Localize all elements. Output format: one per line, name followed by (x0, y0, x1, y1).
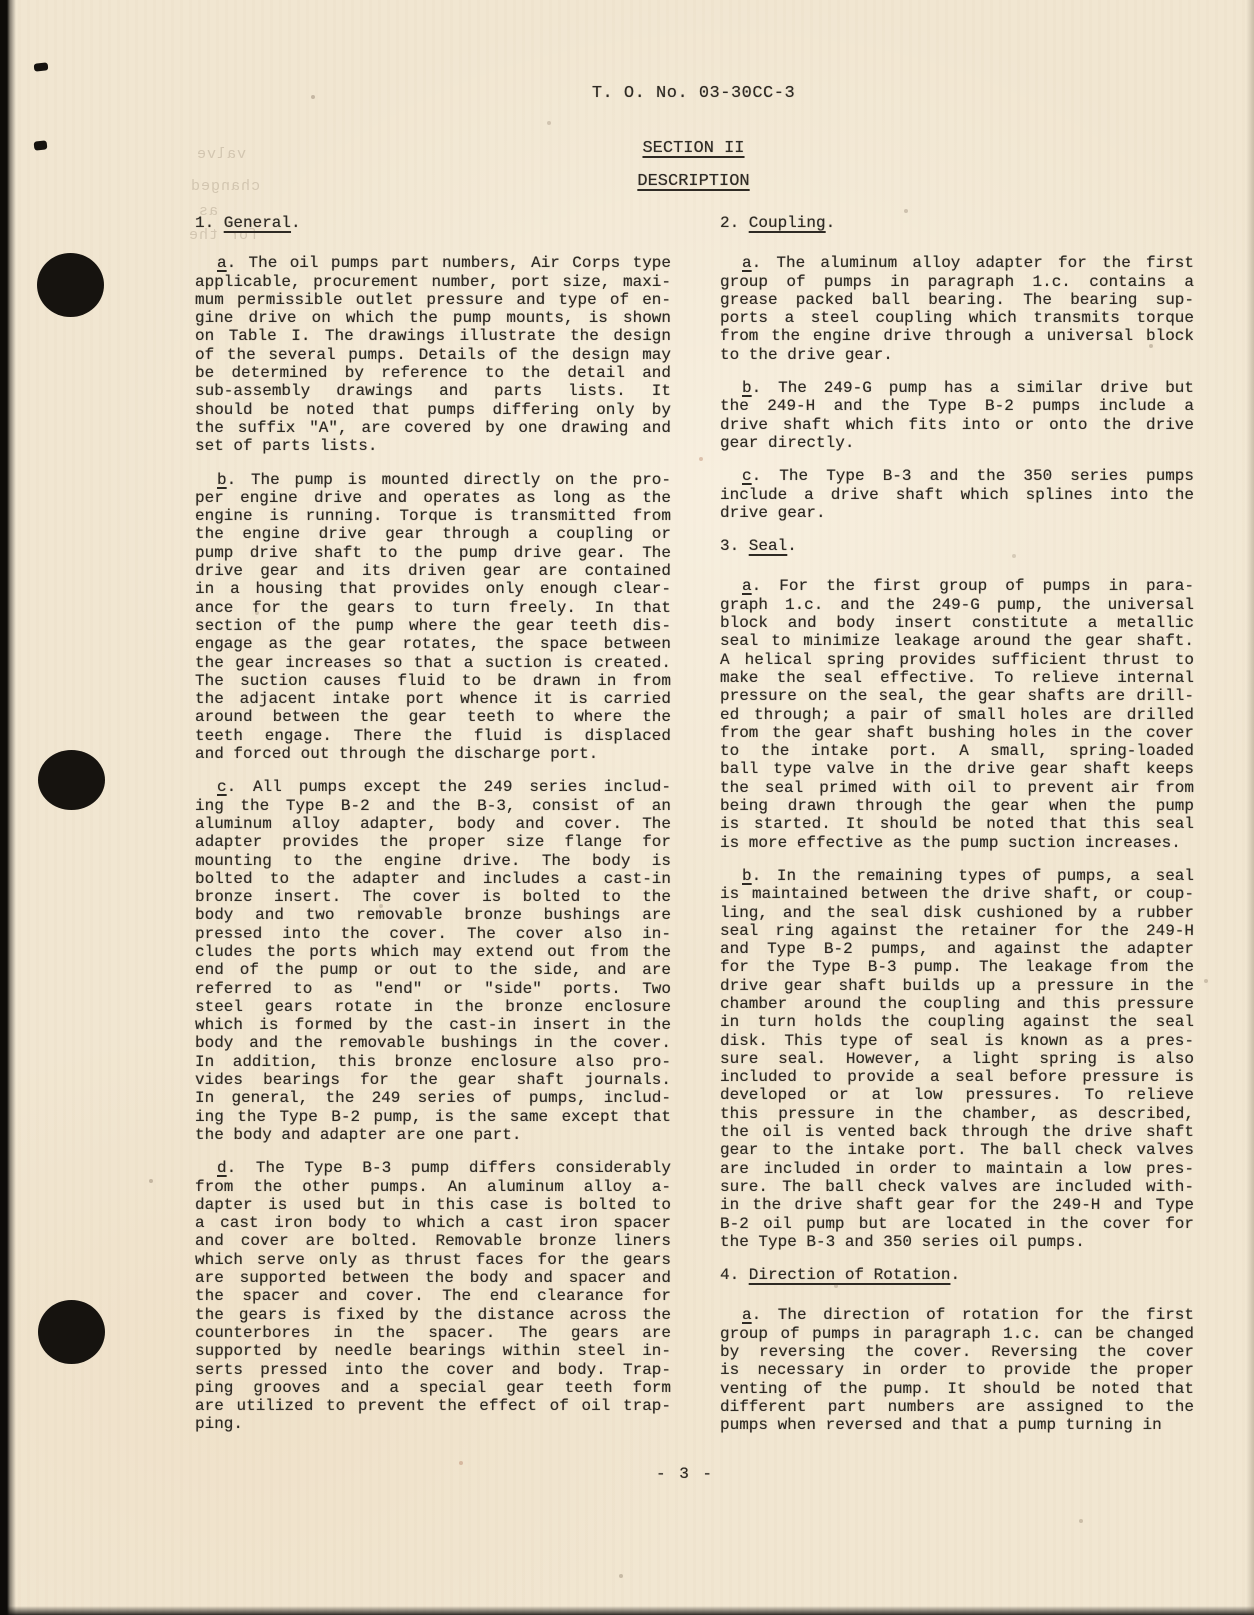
text-line: ball type valve in the drive gear shaft keeps (720, 760, 1194, 779)
text-line: be determined by reference to the detail and (195, 364, 671, 383)
text-line (720, 379, 1194, 397)
text-line: The suction causes fluid to be drawn in from (195, 671, 671, 690)
section-heading (720, 537, 1194, 555)
line-text: . The Type B-3 pump differs considerably (226, 1159, 671, 1178)
text-line: around between the gear teeth to where the (195, 708, 671, 727)
text-line: by reversing the cover. Reversing the cover (720, 1343, 1194, 1362)
text-line: in the drive shaft gear for the 249-H and Type (720, 1196, 1194, 1215)
text-line: group of pumps in paragraph 1.c. contains a (720, 272, 1194, 291)
section-title-text: Coupling (748, 214, 826, 232)
text-line: the body and adapter are one part. (195, 1125, 522, 1144)
text-line: seal ring against the retainer for the 249-H (720, 921, 1194, 940)
text-line: In general, the 249 series of pumps, includ- (195, 1089, 671, 1108)
text-line: are included in order to maintain a low pres- (720, 1159, 1194, 1178)
text-line: sub-assembly drawings and parts lists. It (195, 382, 671, 401)
text-line: section of the pump where the gear teeth dis- (195, 616, 671, 635)
paragraph (195, 778, 671, 1144)
text-line: vides bearings for the gear shaft journals. (195, 1071, 671, 1090)
section-number: 1. (195, 214, 215, 232)
section-subtitle (195, 172, 1192, 191)
binder-mark (34, 140, 48, 150)
section-title-text: Direction of Rotation (748, 1266, 951, 1285)
section-number: 2. (720, 214, 740, 232)
text-line: the spacer and cover. The end clearance for (195, 1287, 671, 1306)
text-line: gear directly. (720, 433, 855, 452)
line-text: . The oil pumps part numbers, Air Corps type (226, 254, 671, 273)
bleed-through-text: valve (196, 146, 247, 163)
section-title-tail: . (787, 537, 797, 556)
line-text: . The 249-G pump has a similar drive but (751, 379, 1194, 398)
line-text: . The Type B-3 and the 350 series pumps (751, 467, 1194, 486)
text-line: drive gear and its driven gear are contained (195, 562, 671, 581)
text-line: end of the pump or out to the side, and are (195, 961, 671, 980)
paragraph (720, 467, 1194, 522)
text-line: the oil is vented back through the drive shaft (720, 1123, 1194, 1142)
paragraph-letter: c (217, 778, 227, 797)
text-line: engine is running. Torque is transmitted from (195, 507, 671, 526)
text-line: the engine drive gear through a coupling or (195, 525, 671, 544)
bleed-through-text: changed (190, 178, 261, 195)
paper-noise (0, 0, 2, 2)
scan-edge-bottom (0, 1606, 1254, 1615)
text-line: aluminum alloy adapter, body and cover. The (195, 814, 671, 833)
section-number: 3. (720, 537, 740, 556)
text-line: being drawn through the gear when the pump (720, 797, 1194, 816)
line-text: . The aluminum alloy adapter for the first (751, 254, 1194, 273)
text-line: the adjacent intake port whence it is carried (195, 690, 671, 709)
paragraph (195, 471, 671, 764)
text-line: drive gear. (720, 503, 826, 522)
text-line: pumps when reversed and that a pump turning in (720, 1416, 1162, 1435)
text-line: mounting to the engine drive. The body is (195, 851, 671, 870)
text-line (720, 254, 1194, 272)
hole-punch (37, 253, 104, 317)
text-line: In addition, this bronze enclosure also pro- (195, 1052, 671, 1071)
text-line: on Table I. The drawings illustrate the design (195, 327, 671, 346)
paragraph-letter: a (742, 254, 752, 273)
paragraph-letter: b (217, 470, 227, 489)
text-line: body and two removable bronze bushings are (195, 906, 671, 925)
section-title (195, 139, 1192, 158)
text-line (195, 1159, 671, 1177)
text-line: graph 1.c. and the 249-G pump, the universal (720, 595, 1194, 614)
text-line: bronze insert. The cover is bolted to the (195, 888, 671, 907)
text-line: make the seal effective. To relieve internal (720, 668, 1194, 687)
text-line: and Type B-2 pumps, and against the adapter (720, 940, 1194, 959)
text-line (720, 467, 1194, 485)
section-heading (720, 214, 1194, 232)
text-line: and cover are bolted. Removable bronze liners (195, 1232, 671, 1251)
text-line (195, 778, 671, 796)
text-line: ping grooves and a special gear teeth form (195, 1378, 671, 1397)
text-line: mum permissible outlet pressure and type of en- (195, 290, 671, 309)
text-line: ance for the gears to turn freely. In that (195, 598, 671, 617)
text-line: sure. The ball check valves are included with- (720, 1177, 1194, 1196)
text-line (195, 254, 671, 272)
paragraph (720, 1306, 1194, 1434)
paragraph (195, 254, 671, 455)
text-line: gear to the intake port. The ball check valves (720, 1141, 1194, 1160)
text-line: gine drive on which the pump mounts, is shown (195, 309, 671, 328)
text-line (720, 1306, 1194, 1324)
section-heading (720, 1266, 1194, 1284)
text-line: group of pumps in paragraph 1.c. can be changed (720, 1324, 1194, 1343)
text-line: drive shaft which fits into or onto the drive (720, 415, 1194, 434)
text-line: steel gears rotate in the bronze enclosure (195, 997, 671, 1016)
text-line: the Type B-3 and 350 series oil pumps. (720, 1232, 1085, 1251)
text-line: cludes the ports which may extend out from the (195, 942, 671, 961)
text-line: grease packed ball bearing. The bearing sup- (720, 290, 1194, 309)
left-column (195, 214, 671, 1449)
paragraph (720, 867, 1194, 1251)
line-text: . For the first group of pumps in para- (751, 577, 1194, 596)
text-line: to the drive gear. (720, 345, 893, 364)
section-title-tail: . (825, 214, 836, 232)
text-line: of the several pumps. Details of the design may (195, 345, 671, 364)
text-line: is started. It should be noted that this seal (720, 815, 1194, 834)
text-line: dapter is used but in this case is bolted to (195, 1195, 671, 1214)
text-line: drive gear shaft builds up a pressure in the (720, 976, 1194, 995)
paragraph-letter: c (742, 467, 752, 486)
bleed-through-text: as (198, 203, 219, 220)
text-line: serts pressed into the cover and body. Trap- (195, 1360, 671, 1379)
text-line: the 249-H and the Type B-2 pumps include a (720, 397, 1194, 416)
text-line: this pressure in the chamber, as described, (720, 1104, 1194, 1123)
page-number: - 3 - (655, 1465, 714, 1483)
text-line: per engine drive and operates as long as the (195, 488, 671, 507)
text-line: from the other pumps. An aluminum alloy a- (195, 1177, 671, 1196)
text-line: counterbores in the spacer. The gears are (195, 1323, 671, 1342)
text-line: ports a steel coupling which transmits torque (720, 309, 1194, 328)
text-line: from the engine drive through a universal block (720, 327, 1194, 346)
text-line (720, 577, 1194, 595)
text-line: seal to minimize leakage around the gear shaft. (720, 632, 1194, 651)
text-line: pressed into the cover. The cover also in- (195, 924, 671, 943)
text-line: for the Type B-3 pump. The leakage from the (720, 958, 1194, 977)
doc-number: T. O. No. 03-30CC-3 (591, 84, 796, 103)
line-text: . All pumps except the 249 series includ- (226, 778, 671, 797)
paragraph (195, 1159, 671, 1433)
section-subtitle-text: DESCRIPTION (637, 172, 750, 191)
text-line: ing the Type B-2 pump, is the same except that (195, 1107, 671, 1126)
section-title-text: General (223, 214, 292, 232)
scan-edge-left (0, 0, 16, 1615)
text-line: chamber around the coupling and this pressure (720, 994, 1194, 1013)
text-line: the seal primed with oil to prevent air from (720, 778, 1194, 797)
bleed-through-text: for the (188, 227, 259, 244)
text-line: set of parts lists. (195, 437, 378, 456)
text-line: which serve only as thrust faces for the gears (195, 1250, 671, 1269)
text-line: engage as the gear rotates, the space between (195, 635, 671, 654)
line-text: . The direction of rotation for the first (751, 1306, 1194, 1325)
text-line: ling, and the seal disk cushioned by a rubber (720, 903, 1194, 922)
section-title-tail: . (950, 1266, 961, 1285)
text-line: sure seal. However, a light spring is also (720, 1049, 1194, 1068)
text-line: pump drive shaft to the pump drive gear. The (195, 543, 671, 562)
text-line: B-2 oil pump but are located in the cover for (720, 1214, 1194, 1233)
line-text: . The pump is mounted directly on the pro- (226, 470, 671, 489)
right-column (720, 214, 1194, 1450)
text-line: pressure on the seal, the gear shafts are drill- (720, 687, 1194, 706)
text-line: block and body insert constitute a metallic (720, 614, 1194, 633)
text-line: are utilized to prevent the effect of oil trap- (195, 1397, 671, 1416)
section-title-tail: . (291, 214, 301, 232)
text-line: include a drive shaft which splines into the (720, 485, 1194, 504)
text-line: body and the removable bushings in the cover. (195, 1034, 671, 1053)
text-line: different part numbers are assigned to the (720, 1397, 1194, 1416)
text-line: to the intake port. A small, spring-loaded (720, 742, 1194, 761)
text-line: venting of the pump. It should be noted that (720, 1379, 1194, 1398)
paragraph-letter: a (217, 254, 227, 273)
text-line: applicable, procurement number, port size, maxi- (195, 272, 671, 291)
text-line: ed through; a pair of small holes are drilled (720, 705, 1194, 724)
section-title-text: SECTION II (642, 139, 745, 158)
section-heading (195, 214, 671, 232)
text-line: a cast iron body to which a cast iron spacer (195, 1214, 671, 1233)
text-line: the gears is fixed by the distance across the (195, 1305, 671, 1324)
text-line: in a housing that provides only enough clear- (195, 580, 671, 599)
text-line: adapter provides the proper size flange for (195, 833, 671, 852)
paragraph-letter: d (217, 1159, 227, 1178)
text-line: is more effective as the pump suction increases. (720, 833, 1181, 852)
text-line: from the gear shaft bushing holes in the cover (720, 723, 1194, 742)
text-line: disk. This type of seal is known as a pres- (720, 1031, 1194, 1050)
text-line: A helical spring provides sufficient thrust to (720, 650, 1194, 669)
text-line: included to provide a seal before pressure is (720, 1068, 1194, 1087)
text-line: the gear increases so that a suction is created. (195, 653, 671, 672)
text-line: and forced out through the discharge port. (195, 745, 599, 764)
text-line: is necessary in order to provide the proper (720, 1361, 1194, 1380)
text-line: supported by needle bearings within steel in- (195, 1342, 671, 1361)
text-line: ing the Type B-2 and the B-3, consist of an (195, 796, 671, 815)
hole-punch (38, 1300, 105, 1364)
binder-mark (34, 62, 49, 71)
text-line: are supported between the body and spacer and (195, 1269, 671, 1288)
text-line: is maintained between the drive shaft, or coup- (720, 885, 1194, 904)
text-line: bolted to the adapter and includes a cast-in (195, 869, 671, 888)
paragraph-letter: a (742, 577, 752, 596)
paragraph-letter: a (742, 1306, 752, 1325)
section-number: 4. (720, 1266, 740, 1285)
paragraph (720, 254, 1194, 364)
text-line (195, 471, 671, 489)
scan-edge-right (1246, 0, 1254, 1615)
section-title-text: Seal (748, 537, 788, 556)
paragraph (720, 577, 1194, 851)
text-line: teeth engage. There the fluid is displaced (195, 726, 671, 745)
text-line: which is formed by the cast-in insert in the (195, 1016, 671, 1035)
text-line: ping. (195, 1415, 244, 1434)
paragraph-letter: b (742, 379, 752, 398)
text-line: referred to as "end" or "side" ports. Two (195, 979, 671, 998)
text-line: should be noted that pumps differing only by (195, 400, 671, 419)
text-line: the suffix "A", are covered by one drawing and (195, 418, 671, 437)
hole-punch (38, 750, 105, 810)
line-text: . In the remaining types of pumps, a seal (751, 866, 1194, 885)
paragraph-letter: b (742, 866, 752, 885)
text-line: in turn holds the coupling against the seal (720, 1013, 1194, 1032)
text-line (720, 867, 1194, 885)
paragraph (720, 379, 1194, 452)
text-line: developed or at low pressures. To relieve (720, 1086, 1194, 1105)
